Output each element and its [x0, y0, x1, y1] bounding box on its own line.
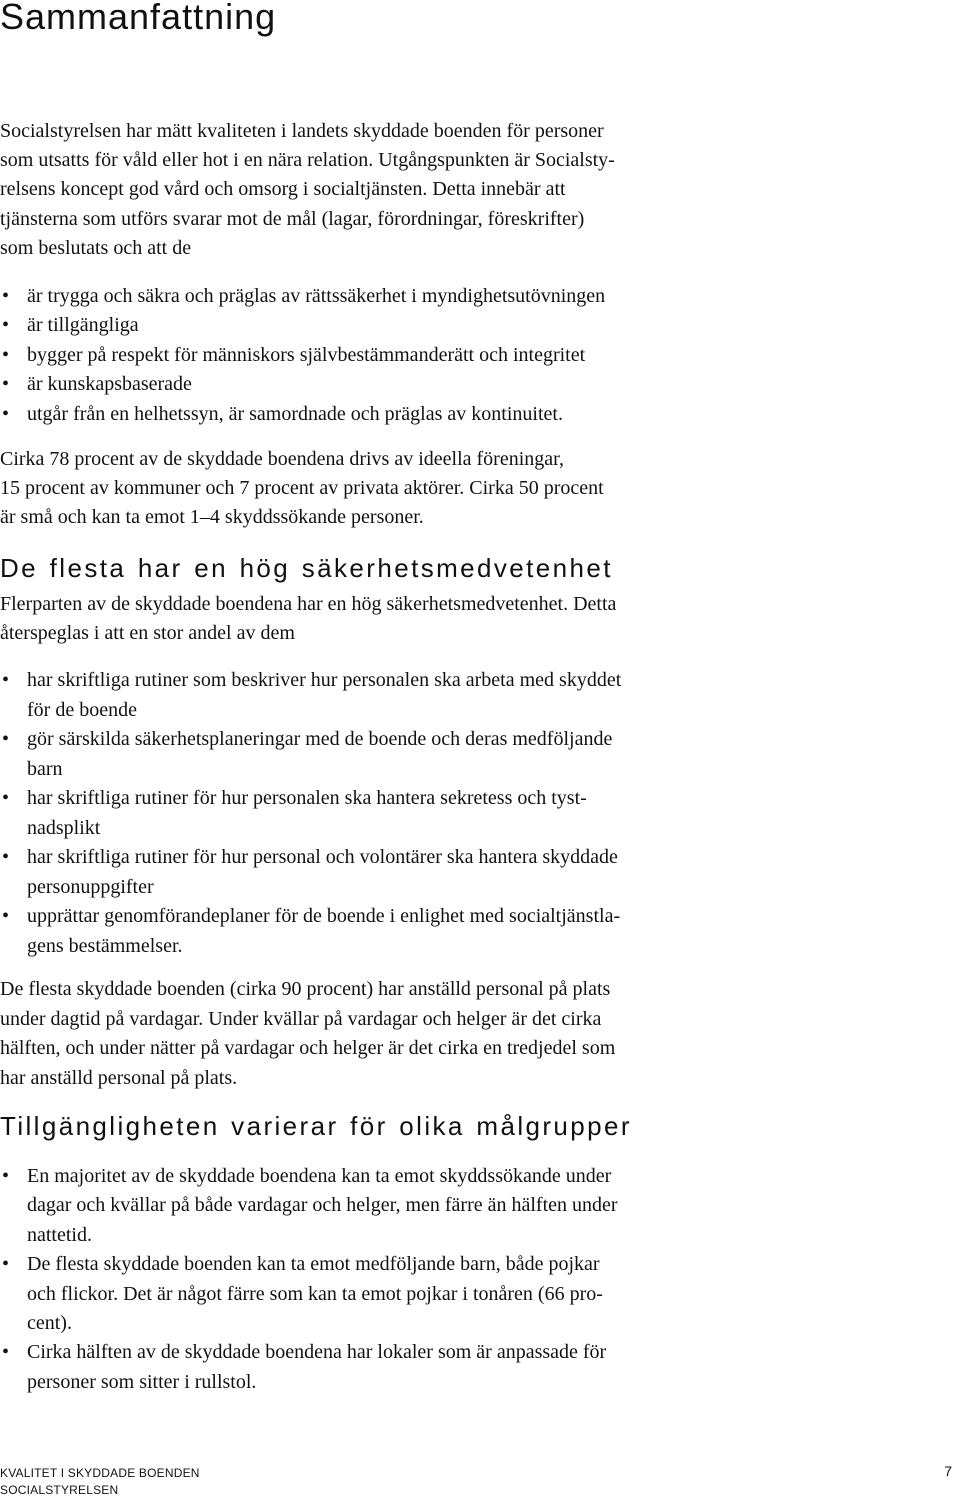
bullet-icon: • — [2, 1165, 10, 1187]
bullet-icon: • — [2, 1341, 10, 1364]
list-item: • upprättar genomförandeplaner för de boende i enlighet med socialtjänstla- gens bestämmelser. — [0, 902, 780, 961]
list-item: • är kunskapsbaserade — [0, 370, 780, 399]
staffing-paragraph: De flesta skyddade boenden (cirka 90 procent) har anställd personal på plats under dagtid på vardagar. Under kvällar på vardagar och helger är det cirka hälften, och under nätter på vardagar och helger är det cirka en tredjedel som har anställd personal på plats. — [0, 978, 616, 1089]
list-item: • gör särskilda säkerhetsplaneringar med de boende och deras medföljande barn — [0, 725, 780, 784]
list-item: • har skriftliga rutiner för hur personalen ska hantera sekretess och tyst- nadsplikt — [0, 784, 780, 843]
bullet-icon: • — [2, 787, 10, 809]
list-item: • De flesta skyddade boenden kan ta emot medföljande barn, både pojkar och flickor. Det är något färre som kan ta emot pojkar i tonåren (66 pro- cent). — [0, 1250, 780, 1338]
list-item: • utgår från en helhetssyn, är samordnade och präglas av kontinuitet. — [0, 400, 780, 429]
bullet-icon: • — [2, 343, 10, 366]
list-item: • En majoritet av de skyddade boendena kan ta emot skyddssökande under dagar och kvällar på både vardagar och helger, men färre än hälften under nattetid. — [0, 1162, 780, 1250]
bullet-icon: • — [2, 728, 10, 750]
section-heading-access: Tillgängligheten varierar för olika målgrupper — [0, 1111, 632, 1141]
quality-criteria-list — [0, 282, 780, 429]
bullet-icon: • — [2, 905, 10, 927]
bullet-icon: • — [2, 402, 10, 425]
bullet-icon: • — [2, 314, 10, 337]
security-lead-paragraph: Flerparten av de skyddade boendena har en hög säkerhetsmedvetenhet. Detta återspeglas i att en stor andel av dem — [0, 593, 617, 645]
footer-publisher: SOCIALSTYRELSEN — [0, 1483, 119, 1497]
security-measures-list — [0, 666, 780, 961]
page-footer — [0, 1465, 200, 1499]
intro-paragraph: Socialstyrelsen har mätt kvaliteten i landets skyddade boenden för personer som utsatts för våld eller hot i en nära relation. Utgångspunkten är Socialsty- relsens koncept god vård och omsorg i socialtjänsten. Detta innebär att tjänsterna som utförs svarar mot de mål (lagar, förordningar, föreskrifter) som beslutats och att de — [0, 120, 615, 259]
list-item: • Cirka hälften av de skyddade boendena har lokaler som är anpassade för personer som sitter i rullstol. — [0, 1338, 780, 1397]
page-number: 7 — [944, 1463, 952, 1479]
bullet-icon: • — [2, 285, 10, 307]
list-item: • är trygga och säkra och präglas av rättssäkerhet i myndighetsutövningen — [0, 282, 780, 311]
accessibility-list — [0, 1162, 780, 1397]
footer-report-title: KVALITET I SKYDDADE BOENDEN — [0, 1466, 200, 1480]
list-item: • har skriftliga rutiner som beskriver hur personalen ska arbeta med skyddet för de boende — [0, 666, 780, 725]
list-item: • bygger på respekt för människors självbestämmanderätt och integritet — [0, 341, 780, 370]
page-title: Sammanfattning — [0, 0, 277, 37]
bullet-icon: • — [2, 669, 10, 691]
ownership-paragraph: Cirka 78 procent av de skyddade boendena drivs av ideella föreningar, 15 procent av kommuner och 7 procent av privata aktörer. Cirka 50 procent är små och kan ta emot 1–4 skyddssökande personer. — [0, 448, 604, 529]
list-item: • har skriftliga rutiner för hur personal och volontärer ska hantera skyddade personuppgifter — [0, 843, 780, 902]
bullet-icon: • — [2, 1253, 10, 1276]
list-item: • är tillgängliga — [0, 311, 780, 340]
bullet-icon: • — [2, 373, 10, 396]
bullet-icon: • — [2, 846, 10, 868]
section-heading-security: De flesta har en hög säkerhetsmedvetenhet — [0, 553, 613, 583]
